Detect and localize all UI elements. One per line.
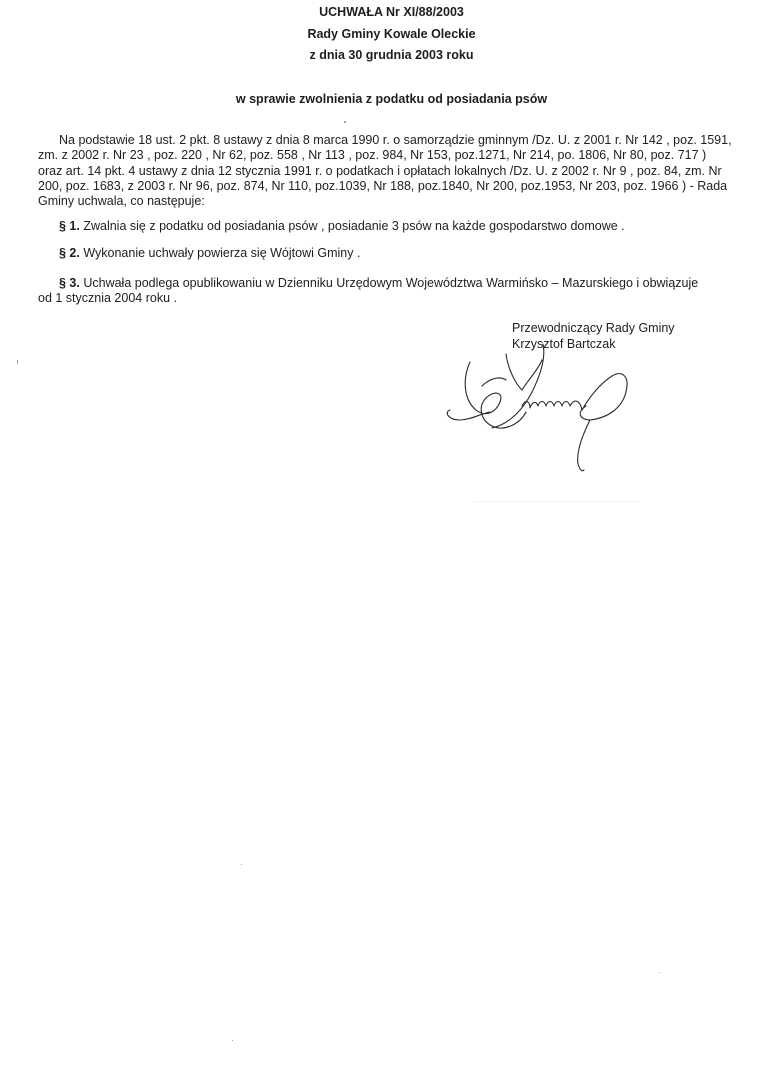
preamble-line: oraz art. 14 pkt. 4 ustawy z dnia 12 stycznia 1991 r. o podatkach i opłatach lokalnych /Dz. U. z 2002 r. Nr 9 , poz. 84, zm. Nr bbox=[38, 163, 722, 178]
faint-scan-line bbox=[474, 501, 640, 502]
resolution-date: z dnia 30 grudnia 2003 roku bbox=[309, 48, 474, 62]
section-text: Zwalnia się z podatku od posiadania psów , posiadanie 3 psów na każde gospodarstwo domowe . bbox=[83, 219, 625, 233]
preamble-line: 200, poz. 1683, z 2003 r. Nr 96, poz. 874, Nr 110, poz.1039, Nr 188, poz.1840, Nr 200, poz.1953, Nr 203, poz. 1966 ) - Rada bbox=[38, 178, 728, 193]
scan-speck bbox=[344, 121, 346, 123]
scan-speck bbox=[241, 864, 242, 865]
scan-speck bbox=[232, 1040, 233, 1041]
scan-speck bbox=[17, 360, 18, 364]
signatory-name: Krzysztof Bartczak bbox=[512, 336, 616, 351]
section-text: Wykonanie uchwały powierza się Wójtowi Gminy . bbox=[83, 246, 361, 260]
section-sign: § 1. bbox=[59, 219, 80, 233]
preamble-line: Na podstawie 18 ust. 2 pkt. 8 ustawy z dnia 8 marca 1990 r. o samorządzie gminnym /Dz. U. z 2001 r. Nr 142 , poz. 1591, bbox=[59, 133, 732, 147]
preamble-line: zm. z 2002 r. Nr 23 , poz. 220 , Nr 62, poz. 558 , Nr 113 , poz. 984, Nr 153, poz.1271, Nr 214, po. 1806, Nr 80, poz. 717 ) bbox=[38, 148, 707, 163]
section-sign: § 2. bbox=[59, 246, 80, 260]
issuing-body: Rady Gminy Kowale Oleckie bbox=[307, 27, 476, 41]
section-1 bbox=[38, 219, 718, 234]
scan-speck bbox=[659, 972, 660, 973]
preamble-line: Gminy uchwala, co następuje: bbox=[38, 194, 205, 209]
section-text: od 1 stycznia 2004 roku . bbox=[38, 291, 177, 306]
handwritten-signature bbox=[440, 340, 640, 480]
section-sign: § 3. bbox=[59, 276, 80, 290]
resolution-number: UCHWAŁA Nr XI/88/2003 bbox=[319, 5, 464, 19]
preamble bbox=[38, 133, 740, 209]
section-2 bbox=[38, 246, 718, 261]
signatory-title: Przewodniczący Rady Gminy bbox=[512, 321, 675, 335]
resolution-subject: w sprawie zwolnienia z podatku od posiadania psów bbox=[235, 92, 548, 106]
section-3 bbox=[38, 276, 718, 307]
section-text: Uchwała podlega opublikowaniu w Dzienniku Urzędowym Województwa Warmińsko – Mazurskiego i obwiązuje bbox=[83, 276, 699, 290]
